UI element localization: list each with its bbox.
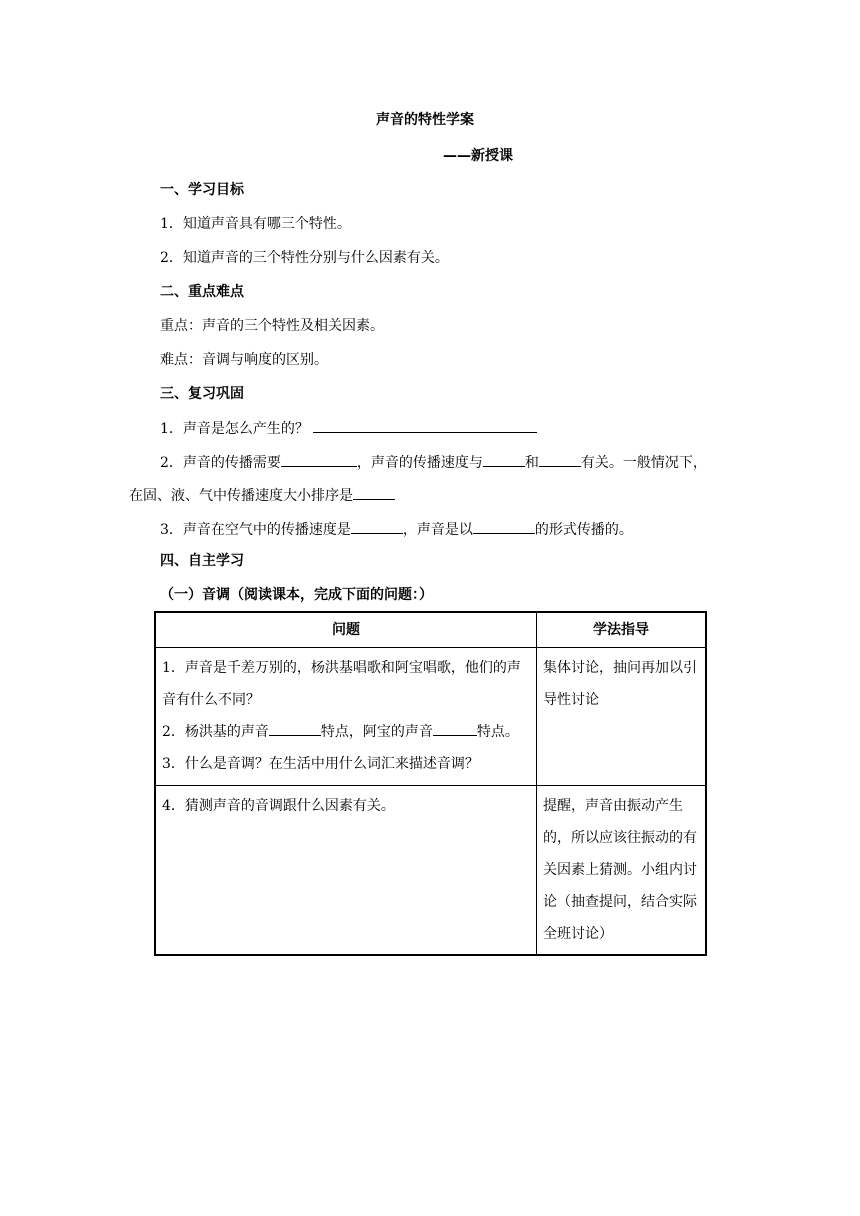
answer-blank[interactable]: [483, 452, 525, 467]
study-guide-table: [154, 611, 707, 956]
document-title: 声音的特性学案: [376, 112, 474, 128]
review-question-2-text-a: 2．声音的传播需要: [160, 455, 281, 471]
document-subtitle: ——新授课: [443, 148, 513, 164]
table-question-text: [162, 716, 530, 748]
table-row: [155, 786, 706, 956]
answer-blank[interactable]: [433, 721, 477, 736]
table-cell-question: [155, 648, 537, 786]
answer-blank[interactable]: [539, 452, 581, 467]
subsection-heading-pitch: （一）音调（阅读课本，完成下面的问题：）: [160, 587, 433, 603]
answer-blank[interactable]: [351, 519, 403, 534]
review-question-2-text-c: 和: [524, 455, 539, 471]
table-question-text: 3．什么是音调？在生活中用什么词汇来描述音调？: [162, 756, 479, 772]
difficulty-item: 难点：音调与响度的区别。: [160, 352, 328, 368]
table-question-text: 4．猜测声音的音调跟什么因素有关。: [162, 798, 395, 814]
table-question-text: 1．声音是千差万别的，杨洪基唱歌和阿宝唱歌，他们的声音有什么不同？: [162, 660, 521, 708]
review-question-3-text-c: 的形式传播的。: [534, 522, 633, 538]
table-cell-guide: [537, 648, 707, 786]
review-question-2: [160, 452, 707, 473]
review-question-2-text-e: 在固、液、气中传播速度大小排序是: [129, 488, 353, 504]
objective-item: 2．知道声音的三个特性分别与什么因素有关。: [160, 250, 449, 266]
review-question-3: [160, 519, 633, 540]
review-question-1: [160, 418, 537, 439]
table-guide-text: 提醒，声音由振动产生的，所以应该往振动的有关因素上猜测。小组内讨论（抽查提问，结合实际全班讨论）: [543, 798, 697, 942]
section-heading-self-study: 四、自主学习: [160, 553, 244, 569]
answer-blank[interactable]: [353, 485, 395, 500]
review-question-3-text-a: 3．声音在空气中的传播速度是: [160, 522, 351, 538]
answer-blank[interactable]: [269, 721, 321, 736]
table-row: [155, 648, 706, 786]
table-cell-guide: [537, 786, 707, 956]
review-question-3-text-b: ，声音是以: [402, 522, 473, 538]
table-guide-text: 集体讨论，抽问再加以引导性讨论: [543, 660, 697, 708]
answer-blank[interactable]: [473, 519, 535, 534]
key-point-item: 重点：声音的三个特性及相关因素。: [160, 318, 384, 334]
table-question-2-text-b: 特点，阿宝的声音: [320, 724, 433, 740]
review-question-2-cont: [129, 485, 395, 506]
review-question-2-text-d: 有关。一般情况下，: [580, 455, 707, 471]
table-question-2-text-c: 特点。: [476, 724, 519, 740]
review-question-1-text: 1．声音是怎么产生的？: [160, 421, 309, 437]
table-header-row: [155, 612, 706, 648]
review-question-2-text-b: ，声音的传播速度与: [356, 455, 483, 471]
answer-blank[interactable]: [281, 452, 357, 467]
section-heading-objectives: 一、学习目标: [160, 182, 244, 198]
answer-blank[interactable]: [313, 418, 537, 433]
table-cell-question: [155, 786, 537, 956]
section-heading-key-points: 二、重点难点: [160, 284, 244, 300]
table-header-question: 问题: [155, 612, 537, 648]
table-header-guide: 学法指导: [537, 612, 707, 648]
table-question-2-text-a: 2．杨洪基的声音: [162, 724, 269, 740]
section-heading-review: 三、复习巩固: [160, 386, 244, 402]
objective-item: 1．知道声音具有哪三个特性。: [160, 216, 351, 232]
